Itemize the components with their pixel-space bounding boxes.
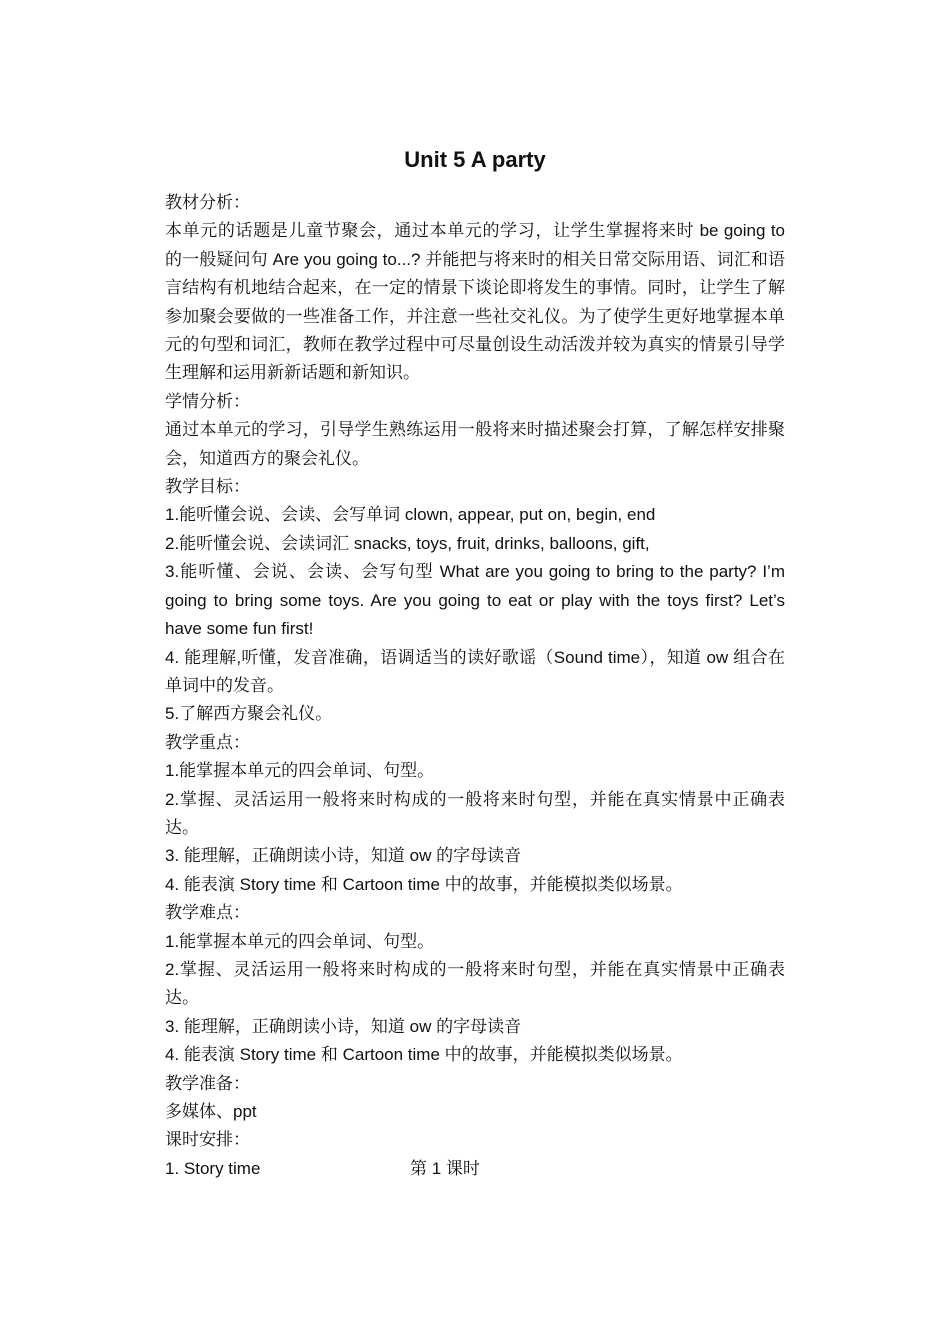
section-paragraph: 本单元的话题是儿童节聚会，通过本单元的学习，让学生掌握将来时 be going to 的一般疑问句 Are you going to...? 并能把与将来时的相关日常交际用语、词汇和语言结构有机地结合起来，在一定的情景下谈论即将发生的事情。同时，让学生了解参加聚会要做的一些准备工作，并注意一些社交礼仪。为了使学生更好地掌握本单元的句型和词汇，教师在教学过程中可尽量创设生动活泼并较为真实的情景引导学生理解和运用新新话题和新知识。 <box>165 221 785 383</box>
objective-item: 4. 能理解,听懂，发音准确，语调适当的读好歌谣（Sound time），知道 ow 组合在单词中的发音。 <box>165 647 785 695</box>
section-heading: 教材分析： <box>165 193 250 212</box>
schedule-period: 第 1 课时 <box>410 1158 480 1178</box>
schedule-row <box>165 1155 785 1183</box>
schedule-lesson: 1. Story time <box>165 1158 261 1178</box>
section-paragraph: 通过本单元的学习，引导学生熟练运用一般将来时描述聚会打算，了解怎样安排聚会，知道西方的聚会礼仪。 <box>165 420 785 468</box>
objective-item: 3.能听懂、会说、会读、会写句型 What are you going to bring to the party? I’m going to bring some toys. Are you going to eat or play with the toys first? Let’s have some fun first! <box>165 562 785 639</box>
key-point-item: 2.掌握、灵活运用一般将来时构成的一般将来时句型，并能在真实情景中正确表达。 <box>165 789 785 837</box>
objective-item: 1.能听懂会说、会读、会写单词 clown, appear, put on, begin, end <box>165 505 656 525</box>
key-point-item: 3. 能理解，正确朗读小诗，知道 ow 的字母读音 <box>165 846 522 866</box>
objective-item: 2.能听懂会说、会读词汇 snacks, toys, fruit, drinks, balloons, gift, <box>165 533 650 553</box>
key-point-item: 1.能掌握本单元的四会单词、句型。 <box>165 761 435 781</box>
section-heading: 教学重点： <box>165 732 250 752</box>
difficulty-item: 3. 能理解，正确朗读小诗，知道 ow 的字母读音 <box>165 1016 522 1036</box>
section-heading: 教学准备： <box>165 1073 250 1093</box>
objective-item: 5.了解西方聚会礼仪。 <box>165 704 333 724</box>
key-point-item: 4. 能表演 Story time 和 Cartoon time 中的故事，并能模拟类似场景。 <box>165 874 683 894</box>
difficulty-item: 1.能掌握本单元的四会单词、句型。 <box>165 931 435 951</box>
section-heading: 教学难点： <box>165 903 250 923</box>
section-heading: 教学目标： <box>165 477 250 497</box>
section-heading: 学情分析： <box>165 391 250 411</box>
schedule-heading: 课时安排： <box>165 1130 250 1150</box>
page-title: Unit 5 A party <box>404 147 546 172</box>
document-body <box>165 189 785 1183</box>
preparation-item: 多媒体、ppt <box>165 1102 257 1121</box>
difficulty-item: 2.掌握、灵活运用一般将来时构成的一般将来时句型，并能在真实情景中正确表达。 <box>165 959 785 1008</box>
difficulty-item: 4. 能表演 Story time 和 Cartoon time 中的故事，并能模拟类似场景。 <box>165 1045 683 1065</box>
